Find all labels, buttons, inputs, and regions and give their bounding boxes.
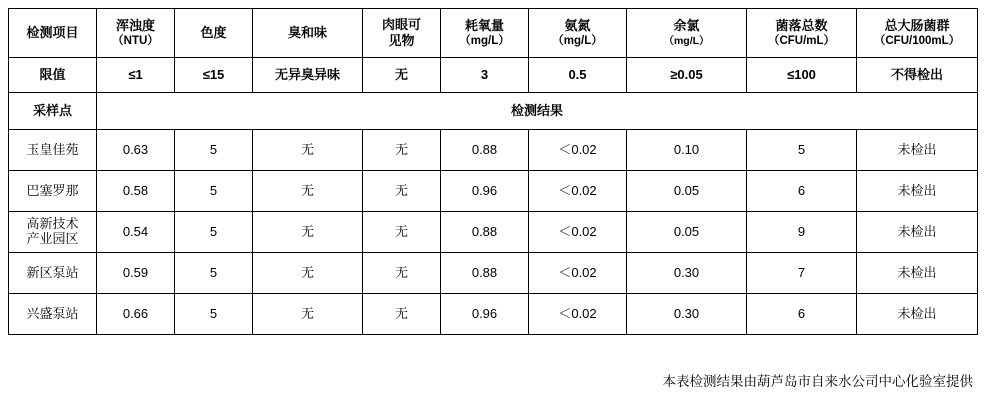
row-3-value-5: ＜0.02 [529,253,627,294]
row-site-2 [9,212,97,253]
row-4-value-0: 0.66 [97,294,175,335]
limit-value-0: ≤1 [97,58,175,93]
header-main-8: 菌落总数 [775,17,828,33]
row-0-value-8: 未检出 [857,130,978,171]
water-quality-table [8,8,978,335]
limit-value-4: 3 [441,58,529,93]
limit-label: 限值 [9,58,97,93]
sample-point-label: 采样点 [9,93,97,130]
row-1-value-4: 0.96 [441,171,529,212]
limit-value-5: 0.5 [529,58,627,93]
water-quality-report [8,8,977,335]
header-sub-8: （CFU/mL） [767,34,836,47]
header-cell-5 [441,9,529,58]
footnote: 本表检测结果由葫芦岛市自来水公司中心化验室提供 [662,374,973,389]
row-0-value-6: 0.10 [627,130,747,171]
row-2-value-7: 9 [747,212,857,253]
header-main-0: 检测项目 [26,24,79,40]
row-4-value-1: 5 [175,294,253,335]
row-4-value-8: 未检出 [857,294,978,335]
row-1-value-2: 无 [253,171,363,212]
row-1-value-5: ＜0.02 [529,171,627,212]
row-2-value-4: 0.88 [441,212,529,253]
row-4-value-5: ＜0.02 [529,294,627,335]
limit-value-3: 无 [363,58,441,93]
header-sub-4: 见物 [388,33,415,48]
row-0-value-7: 5 [747,130,857,171]
row-site-4: 兴盛泵站 [9,294,97,335]
row-site-2-line2: 产业园区 [26,231,79,246]
table-row [9,171,978,212]
row-1-value-8: 未检出 [857,171,978,212]
result-label: 检测结果 [97,93,978,130]
row-4-value-6: 0.30 [627,294,747,335]
row-0-value-4: 0.88 [441,130,529,171]
header-sub-6: （mg/L） [552,34,603,47]
header-sub-7: （mg/L） [663,34,710,47]
row-2-value-1: 5 [175,212,253,253]
row-0-value-3: 无 [363,130,441,171]
row-2-value-6: 0.05 [627,212,747,253]
row-1-value-0: 0.58 [97,171,175,212]
row-site-2-line1: 高新技术 [26,216,79,232]
row-4-value-4: 0.96 [441,294,529,335]
header-cell-8 [747,9,857,58]
row-4-value-2: 无 [253,294,363,335]
row-3-value-6: 0.30 [627,253,747,294]
row-site-3: 新区泵站 [9,253,97,294]
row-site-0: 玉皇佳苑 [9,130,97,171]
limit-value-6: ≥0.05 [627,58,747,93]
header-main-7: 余氯 [673,18,700,34]
row-1-value-6: 0.05 [627,171,747,212]
row-2-value-0: 0.54 [97,212,175,253]
header-main-1: 浑浊度 [115,17,155,33]
row-1-value-7: 6 [747,171,857,212]
row-2-value-2: 无 [253,212,363,253]
row-4-value-7: 6 [747,294,857,335]
header-main-9: 总大肠菌群 [884,17,950,33]
limit-value-8: 不得检出 [857,58,978,93]
header-cell-7 [627,9,747,58]
header-main-4: 肉眼可 [381,16,421,32]
row-3-value-7: 7 [747,253,857,294]
row-0-value-5: ＜0.02 [529,130,627,171]
row-site-1: 巴塞罗那 [9,171,97,212]
row-3-value-8: 未检出 [857,253,978,294]
row-0-value-1: 5 [175,130,253,171]
header-sub-1: （NTU） [112,34,159,47]
row-3-value-2: 无 [253,253,363,294]
row-0-value-0: 0.63 [97,130,175,171]
header-sub-9: （CFU/100mL） [873,34,961,47]
table-row [9,253,978,294]
header-main-2: 色度 [200,24,227,40]
limit-value-1: ≤15 [175,58,253,93]
header-cell-2 [175,9,253,58]
header-sub-5: （mg/L） [459,34,510,47]
header-cell-6 [529,9,627,58]
limit-value-7: ≤100 [747,58,857,93]
table-row [9,212,978,253]
limit-value-2: 无异臭异味 [253,58,363,93]
header-main-5: 耗氧量 [464,17,504,33]
row-2-value-8: 未检出 [857,212,978,253]
header-cell-9 [857,9,978,58]
header-cell-0 [9,9,97,58]
row-2-value-5: ＜0.02 [529,212,627,253]
table-row [9,130,978,171]
header-cell-1 [97,9,175,58]
table-row [9,294,978,335]
row-3-value-3: 无 [363,253,441,294]
table-header-row [9,9,978,58]
row-3-value-1: 5 [175,253,253,294]
sample-point-row [9,93,978,130]
header-main-3: 臭和味 [287,24,327,40]
row-3-value-4: 0.88 [441,253,529,294]
row-1-value-3: 无 [363,171,441,212]
row-2-value-3: 无 [363,212,441,253]
row-1-value-1: 5 [175,171,253,212]
limit-row [9,58,978,93]
header-cell-3 [253,9,363,58]
row-0-value-2: 无 [253,130,363,171]
header-main-6: 氨氮 [564,17,591,33]
header-cell-4 [363,9,441,58]
row-4-value-3: 无 [363,294,441,335]
row-3-value-0: 0.59 [97,253,175,294]
